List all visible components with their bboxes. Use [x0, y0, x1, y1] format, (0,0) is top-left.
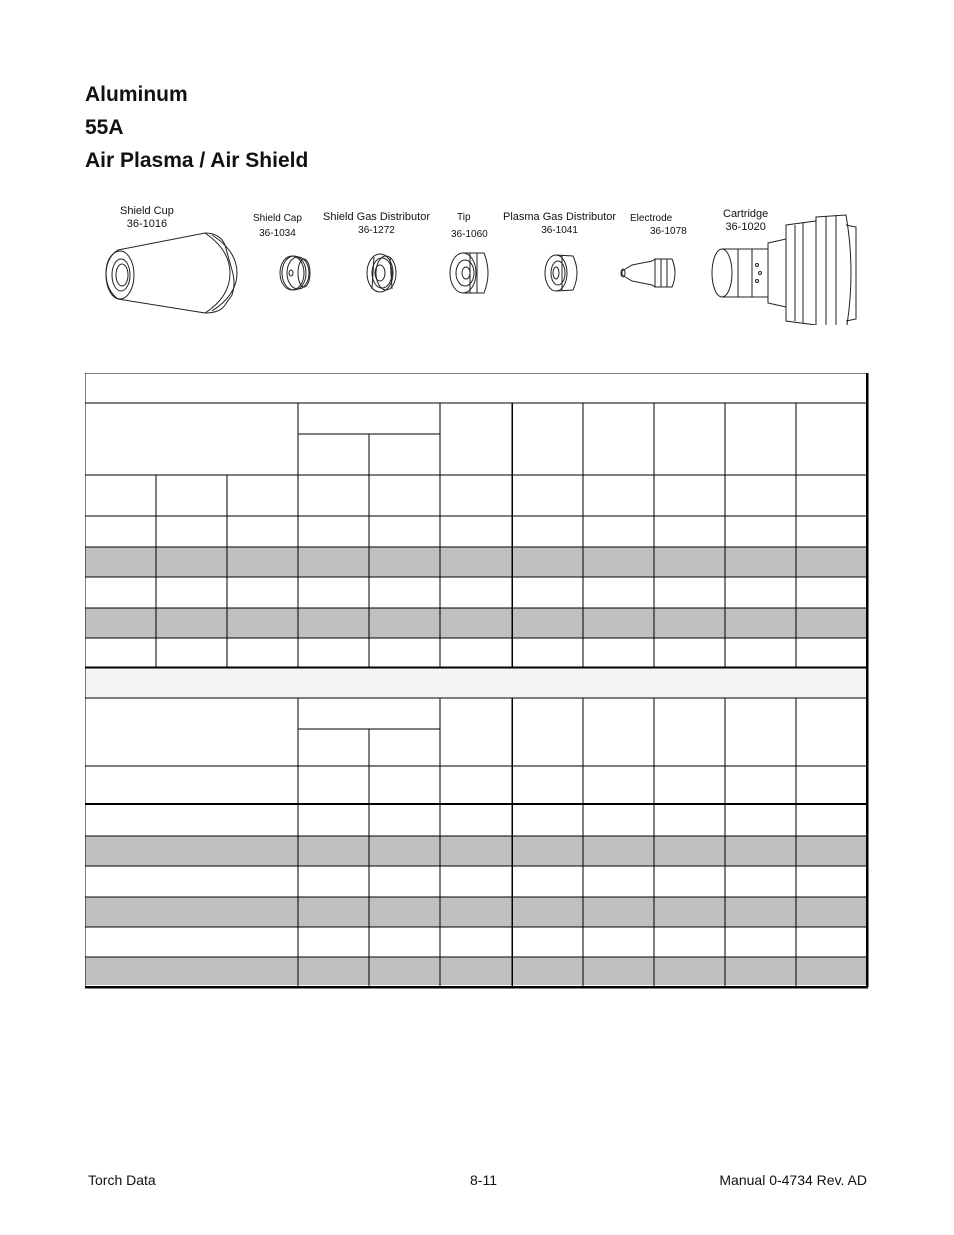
page-title-gas: Air Plasma / Air Shield	[85, 149, 309, 172]
part-label-shield-gas-distributor: Shield Gas Distributor 36-1272	[323, 211, 430, 236]
tip-drawing	[450, 253, 488, 293]
cut-chart-grid	[85, 373, 870, 989]
part-label-cartridge: Cartridge 36-1020	[723, 208, 769, 233]
shield-cup-drawing	[106, 233, 237, 313]
consumable-parts-illustration	[0, 195, 954, 325]
footer-manual-number: Manual 0-4734 Rev. AD	[719, 1172, 867, 1188]
cut-chart-table	[85, 373, 868, 987]
shaded-row	[85, 957, 867, 985]
shaded-row	[85, 547, 867, 577]
page-title-current: 55A	[85, 116, 124, 139]
shield-cap-drawing	[280, 256, 310, 290]
footer-page-number: 8-11	[470, 1172, 497, 1188]
plasma-gas-distributor-drawing	[545, 255, 577, 291]
part-label-electrode: Electrode 36-1078	[630, 213, 687, 237]
footer-section-name: Torch Data	[88, 1172, 156, 1188]
part-label-plasma-gas-distributor: Plasma Gas Distributor 36-1041	[503, 211, 617, 236]
part-label-shield-cup: Shield Cup 36-1016	[120, 205, 174, 230]
shaded-row	[85, 897, 867, 927]
shield-gas-distributor-drawing	[367, 254, 396, 292]
shaded-row	[85, 608, 867, 638]
cartridge-drawing	[712, 215, 856, 325]
shaded-row	[85, 836, 867, 866]
part-label-shield-cap: Shield Cap 36-1034	[253, 213, 302, 239]
section-divider-row	[85, 668, 867, 698]
part-label-tip: Tip 36-1060	[451, 212, 488, 240]
electrode-drawing	[621, 259, 675, 287]
page-title-material: Aluminum	[85, 83, 188, 106]
